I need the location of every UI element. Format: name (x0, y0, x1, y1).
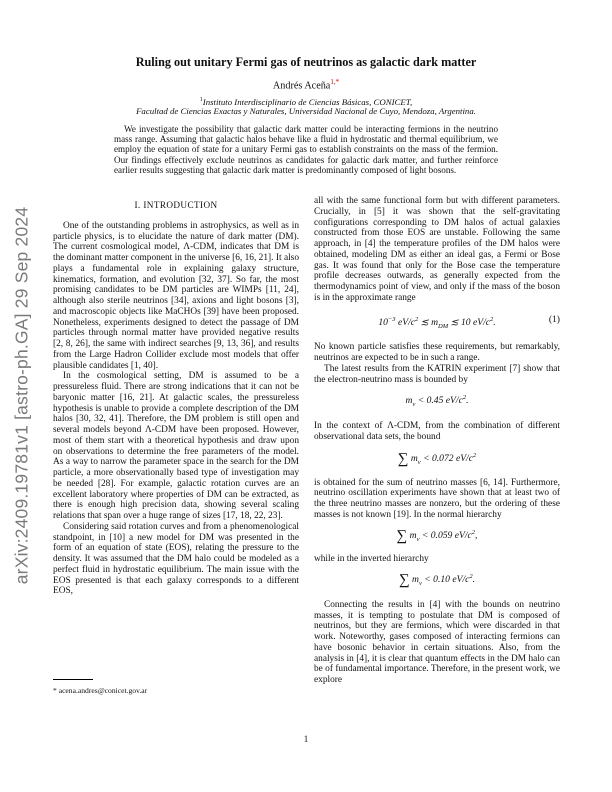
paragraph: while in the inverted hierarchy (314, 554, 429, 565)
author-name: Andrés Aceña (272, 80, 331, 92)
paragraph: is obtained for the sum of neutrino masses [6, 14]. Furthermore, neutrino oscillation experiments have shown that at least two of the three neutrino masses are nonzero, but the ordering of these masses is not known [19]. In the normal hierarchy (314, 477, 560, 520)
paragraph: Connecting the results in [4] with the bounds on neutrino masses, it is tempting to postulate that DM is composed of neutrinos, but they are fermions, which were discarded in that work. Noteworthy, gases composed of interacting fermions can have bosonic behavior in certain situations. Also, from the analysis in [4], it is clear that quantum effects in the DM halo can be of fundamental importance. Therefore, in the present work, we explore (314, 599, 560, 686)
paragraph: In the context of Λ-CDM, from the combination of different observational data sets, the bound (314, 421, 560, 442)
left-column (53, 200, 299, 597)
equation-number: (1) (548, 313, 560, 325)
paragraph: In the cosmological setting, DM is assumed to be a pressureless fluid. There are strong indications that it can not be baryonic matter [16, 21]. At galactic scales, the pressureless hypothesis is unable to provide a complete description of the DM halos [30, 32, 41]. Therefore, the DM problem is still open and several models beyond Λ-CDM have been proposed. However, most of them start with a theoretical hypothesis and draw upon on observations to determine the free parameters of the model. As a way to narrow the parameter space in the search for the DM particle, a more observationally based type of investigation may be needed [28]. For example, galactic rotation curves are an excellent laboratory where properties of DM can be extracted, as there is enough high precision data, showing several scaling relations that span over a huge range of sizes [17, 18, 22, 23]. (53, 371, 299, 521)
equation-katrin: $m_\nu < 0.45$ $eV/c^2$. (405, 394, 469, 409)
affiliation-2: Facultad de Ciencias Exactas y Naturales, Universidad Nacional de Cuyo, Mendoza, Argentina. (136, 106, 476, 116)
paragraph: No known particle satisfies these requirements, but remarkably, neutrinos are expected to be in such a range. (314, 342, 560, 364)
page-number: 1 (303, 734, 309, 744)
author-marks[interactable]: 1,* (330, 78, 340, 86)
paper-title: Ruling out unitary Fermi gas of neutrinos as galactic dark matter (135, 55, 477, 69)
equation-normal-hierarchy: ∑ $m_\nu < 0.059$ $eV/c^2$, (396, 527, 478, 544)
equation-inverted-hierarchy: ∑ $m_\nu < 0.10$ $eV/c^2$. (398, 572, 476, 589)
affiliation-1: $^1$Instituto Interdisciplinario de Ciencias Básicas, CONICET, (199, 96, 413, 107)
author-line (80, 78, 532, 91)
paragraph: One of the outstanding problems in astrophysics, as well as in particle physics, is to elucidate the nature of dark matter (DM). The current cosmological model, Λ-CDM, indicates that DM is the dominant matter component in the universe [6, 16, 21]. It also plays a fundamental role in explaining galaxy structure, kinematics, formation, and evolution [32, 37]. So far, the most promising candidates to be DM particles are WIMPs [11, 24], although also sterile neutrinos [34], axions and light bosons [3], and macroscopic objects like MaCHOs [39] have been proposed. Nonetheless, experiments designed to detect the passage of DM particles through normal matter have provided negative results [2, 8, 26], the same with indirect searches [9, 13, 36], and results from the Large Hadron Collider exclude most models that offer plausible candidates [1, 40]. (53, 220, 299, 371)
right-column (314, 196, 560, 686)
abstract: We investigate the possibility that galactic dark matter could be interacting fermions in the neutrino mass range. Assuming that galactic halos behave like a fluid in hydrostatic and thermal equilibrium, we employ the equation of state for a unitary Fermi gas to establish constraints on the mass of the fermion. Our findings effectively exclude neutrinos as candidates for galactic dark matter, and further reinforce earlier results suggesting that galactic dark matter is predominantly composed of light bosons. (114, 124, 498, 175)
arxiv-stamp: arXiv:2409.19781v1 [astro-ph.GA] 29 Sep 2024 (11, 206, 32, 584)
footnote-rule (53, 679, 93, 680)
paragraph: all with the same functional form but with different parameters. Crucially, in [5] it was shown that the self-gravitating configurations corresponding to DM halos of actual galaxies constructed from those EOS are unstable. Following the same approach, in [4] the temperature profiles of the DM halos were obtained, modeling DM as either an ideal gas, a Fermi or Bose gas. It was found that only for the Bose case the temperature profile decreases outwards, as generally expected from the thermodynamics point of view, and only if the mass of the boson is in the approximate range (314, 196, 560, 303)
equation-lcdm-sum: ∑ $m_\nu < 0.072$ $eV/c^2$ (397, 450, 477, 467)
section-heading: I. INTRODUCTION (134, 200, 218, 210)
footnote-email[interactable]: * acena.andres@conicet.gov.ar (53, 686, 148, 695)
paragraph: The latest results from the KATRIN experiment [7] show that the electron-neutrino mass is bounded by (314, 363, 560, 385)
equation-1: $10^{-3}$ $eV/c^2$ ≲ $m_{DM}$ ≲ 10 $eV/c^2$. (1) (378, 313, 560, 330)
paragraph: Considering said rotation curves and from a phenomenological standpoint, in [10] a new model for DM was presented in the form of an equation of state (EOS), relating the pressure to the density. It was assumed that the DM halo could be modeled as a perfect fluid in hydrostatic equilibrium. The main issue with the EOS presented is that each galaxy corresponds to a different EOS, (53, 521, 299, 597)
